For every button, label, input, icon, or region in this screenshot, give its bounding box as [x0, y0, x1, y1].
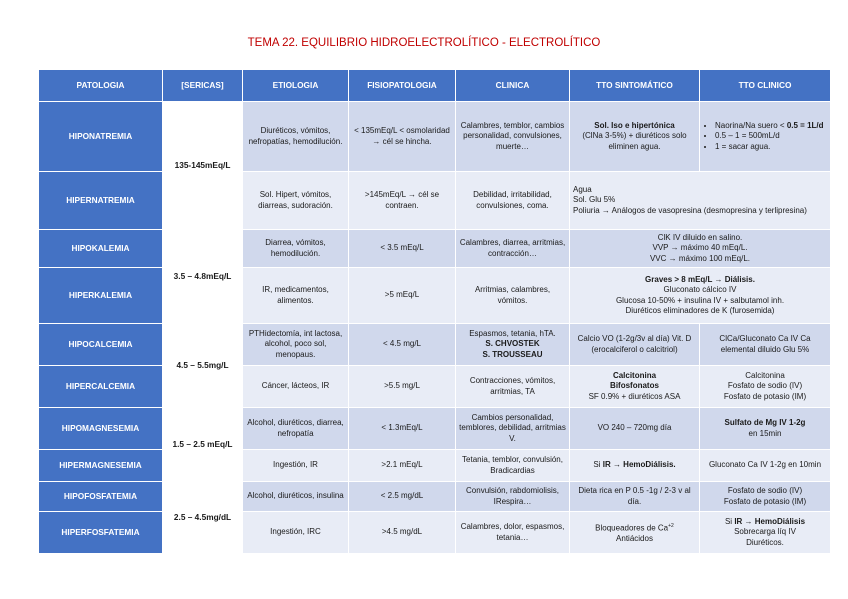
tto-text: Sol. Glu 5%: [573, 195, 616, 205]
etiologia-cell: PTHidectomía, int lactosa, alcohol, poco sol, menopaus.: [243, 324, 349, 366]
clinica-text: Espasmos, tetania, hTA.: [469, 328, 556, 338]
tto-text: VVP → máximo 40 mEq/L.: [652, 243, 748, 253]
tto-sintomatico-cell: [570, 102, 700, 172]
table-row: [39, 512, 831, 554]
tto-text: ClK IV diluido en salino.: [657, 232, 743, 242]
patologia-cell: HIPERMAGNESEMIA: [39, 450, 163, 482]
fisiopatologia-cell: < 4.5 mg/L: [349, 324, 456, 366]
tto-sintomatico-cell: Calcio VO (1-2g/3v al día) Vit. D (erocalciferol o calcitriol): [570, 324, 700, 366]
tto-list: [703, 121, 827, 153]
clinica-cell: [456, 324, 570, 366]
etiologia-cell: Cáncer, lácteos, IR: [243, 366, 349, 408]
etiologia-cell: Ingestión, IRC: [243, 512, 349, 554]
fisiopatologia-cell: < 3.5 mEq/L: [349, 230, 456, 268]
list-item: • 1 = sacar agua.: [715, 142, 827, 153]
table-row: [39, 482, 831, 512]
tto-text: Diuréticos.: [746, 537, 784, 547]
electrolyte-table: [38, 69, 831, 554]
clinica-cell: Debilidad, irritabilidad, convulsiones, coma.: [456, 172, 570, 230]
fisiopatologia-cell: < 135mEq/L < osmolaridad → cél se hincha.: [349, 102, 456, 172]
patologia-cell: HIPOFOSFATEMIA: [39, 482, 163, 512]
fisiopatologia-cell: < 1.3mEq/L: [349, 408, 456, 450]
patologia-cell: HIPERFOSFATEMIA: [39, 512, 163, 554]
tto-sintomatico-cell: VO 240 – 720mg día: [570, 408, 700, 450]
header-row: [39, 70, 831, 102]
clinica-cell: Convulsión, rabdomiolisis, IRespira…: [456, 482, 570, 512]
patologia-cell: HIPONATREMIA: [39, 102, 163, 172]
header-sericas: [SERICAS]: [163, 70, 243, 102]
clinica-cell: Tetania, temblor, convulsión, Bradicardias: [456, 450, 570, 482]
tto-text: Sol. Iso e hipertónica: [594, 120, 675, 130]
sericas-ca: 4.5 – 5.5mg/L: [163, 324, 243, 408]
tto-text: Bloqueadores de $Ca^{+2}$: [595, 522, 674, 533]
tto-text: Fosfato de potasio (IM): [723, 496, 807, 506]
tto-text: Fosfato de sodio (IV): [727, 381, 803, 391]
etiologia-cell: Diarrea, vómitos, hemodilución.: [243, 230, 349, 268]
sericas-na: 135-145mEq/L: [163, 102, 243, 230]
tto-merged-cell: [570, 268, 831, 324]
table-row: [39, 408, 831, 450]
tto-text: Sobrecarga líq IV: [734, 527, 796, 537]
clinica-cell: Calambres, temblor, cambios personalidad, convulsiones, muerte…: [456, 102, 570, 172]
tto-text: (ClNa 3-5%) + diuréticos solo eliminen agua.: [582, 131, 687, 151]
fisiopatologia-cell: >5.5 mg/L: [349, 366, 456, 408]
patologia-cell: HIPOMAGNESEMIA: [39, 408, 163, 450]
clinica-cell: Arritmias, calambres, vómitos.: [456, 268, 570, 324]
sericas-k: 3.5 – 4.8mEq/L: [163, 230, 243, 324]
list-item: • 0.5 – 1 = 500mL/d: [715, 131, 827, 142]
patologia-cell: HIPERNATREMIA: [39, 172, 163, 230]
tto-clinico-cell: [700, 102, 831, 172]
fisiopatologia-cell: >2.1 mEq/L: [349, 450, 456, 482]
tto-text: Gluconato cálcico IV: [663, 285, 737, 294]
etiologia-cell: Ingestión, IR: [243, 450, 349, 482]
tto-text: VVC → máximo 100 mEq/L.: [649, 253, 751, 263]
table-row: [39, 366, 831, 408]
tto-sintomatico-cell: Dieta rica en P 0.5 -1g / 2-3 v al día.: [570, 482, 700, 512]
clinica-text: S. CHVOSTEK: [485, 339, 540, 349]
clinica-cell: Contracciones, vómitos, arritmias, TA: [456, 366, 570, 408]
table-row: [39, 172, 831, 230]
tto-text: Diuréticos eliminadores de K (furosemida): [625, 306, 775, 315]
table-row: [39, 450, 831, 482]
fisiopatologia-cell: >5 mEq/L: [349, 268, 456, 324]
tto-clinico-cell: [700, 408, 831, 450]
tto-text: Bifosfonatos: [610, 381, 659, 391]
header-etiologia: ETIOLOGIA: [243, 70, 349, 102]
etiologia-cell: IR, medicamentos, alimentos.: [243, 268, 349, 324]
tto-clinico-cell: [700, 512, 831, 554]
tto-clinico-cell: [700, 366, 831, 408]
header-tto-sintomatico: TTO SINTOMÁTICO: [570, 70, 700, 102]
tto-merged-cell: [570, 230, 831, 268]
etiologia-cell: Alcohol, diuréticos, diarrea, nefropatía: [243, 408, 349, 450]
header-tto-clinico: TTO CLINICO: [700, 70, 831, 102]
fisiopatologia-cell: >4.5 mg/dL: [349, 512, 456, 554]
tto-text: Calcitonina: [745, 370, 785, 380]
fisiopatologia-cell: < 2.5 mg/dL: [349, 482, 456, 512]
tto-clinico-cell: ClCa/Gluconato Ca IV Ca elemental diluido Glu 5%: [700, 324, 831, 366]
tto-text: Fosfato de sodio (IV): [727, 486, 803, 495]
tto-merged-cell: [570, 172, 831, 230]
header-patologia: PATOLOGIA: [39, 70, 163, 102]
clinica-cell: Cambios personalidad, temblores, debilidad, arritmias V.: [456, 408, 570, 450]
tto-text: Si IR → HemoDiálisis: [724, 516, 806, 526]
table-row: [39, 230, 831, 268]
patologia-cell: HIPERKALEMIA: [39, 268, 163, 324]
etiologia-cell: Sol. Hipert, vómitos, diarreas, sudoración.: [243, 172, 349, 230]
page-title: TEMA 22. EQUILIBRIO HIDROELECTROLÍTICO - ELECTROLÍTICO: [247, 37, 601, 49]
header-fisiopatologia: FISIOPATOLOGIA: [349, 70, 456, 102]
patologia-cell: HIPOCALCEMIA: [39, 324, 163, 366]
tto-text: Glucosa 10-50% + insulina IV + salbutamol inh.: [615, 295, 785, 305]
clinica-cell: Calambres, dolor, espasmos, tetania…: [456, 512, 570, 554]
tto-text: SF 0.9% + diuréticos ASA: [588, 391, 681, 401]
table-row: [39, 324, 831, 366]
tto-text: Antiácidos: [616, 533, 653, 543]
patologia-cell: HIPERCALCEMIA: [39, 366, 163, 408]
header-clinica: CLINICA: [456, 70, 570, 102]
tto-clinico-cell: Gluconato Ca IV 1-2g en 10min: [700, 450, 831, 482]
tto-clinico-cell: [700, 482, 831, 512]
fisiopatologia-cell: >145mEq/L → cél se contraen.: [349, 172, 456, 230]
tto-text: Fosfato de potasio (IM): [723, 391, 807, 401]
clinica-cell: Calambres, diarrea, arritmias, contracción…: [456, 230, 570, 268]
tto-text: Sulfato de Mg IV 1-2g: [724, 418, 806, 427]
table-row: [39, 268, 831, 324]
tto-text: Agua: [573, 184, 592, 194]
table-row: [39, 102, 831, 172]
tto-text: Graves > 8 mEq/L → Diálisis.: [645, 274, 755, 284]
patologia-cell: HIPOKALEMIA: [39, 230, 163, 268]
clinica-text: S. TROUSSEAU: [482, 349, 543, 359]
list-item: • Naorina/Na suero < 0.5 = 1L/d: [715, 121, 827, 132]
sericas-p: 2.5 – 4.5mg/dL: [163, 482, 243, 554]
sericas-mg: 1.5 – 2.5 mEq/L: [163, 408, 243, 482]
tto-text: en 15min: [748, 428, 782, 438]
etiologia-cell: Alcohol, diuréticos, insulina: [243, 482, 349, 512]
tto-sintomatico-cell: [570, 366, 700, 408]
tto-text: Calcitonina: [612, 370, 657, 380]
tto-sintomatico-cell: [570, 512, 700, 554]
tto-text: Poliuria → Análogos de vasopresina (desmopresina y terlipresina): [573, 205, 807, 215]
tto-sintomatico-cell: Si IR → HemoDiálisis.: [570, 450, 700, 482]
etiologia-cell: Diuréticos, vómitos, nefropatías, hemodilución.: [243, 102, 349, 172]
